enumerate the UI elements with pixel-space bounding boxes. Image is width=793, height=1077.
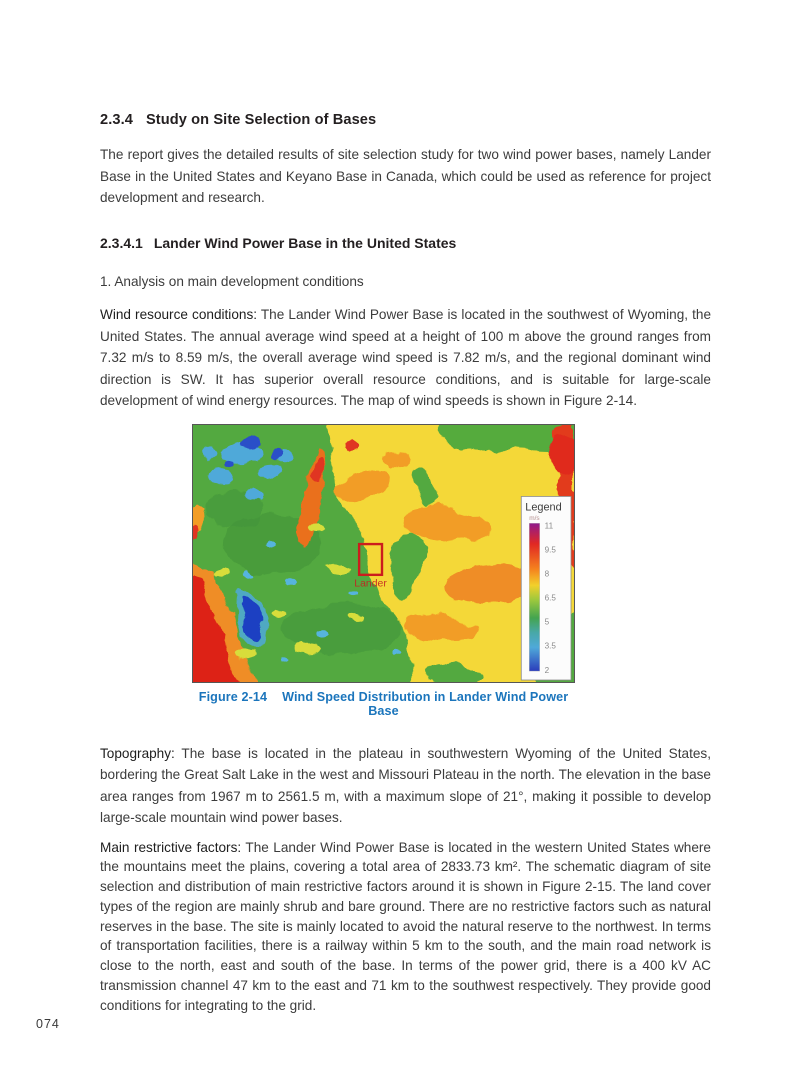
subsection-title: Lander Wind Power Base in the United States	[153, 234, 457, 251]
figure-caption-label: Figure 2-14	[198, 689, 268, 704]
legend-unit: m/s	[529, 514, 540, 522]
page-content	[100, 112, 711, 1016]
legend-colorbar	[529, 523, 539, 671]
legend-tick-9-5: 9.5	[544, 545, 556, 555]
topography-text: The base is located in the plateau in southwestern Wyoming of the United States, bordering the Great Salt Lake in the west and Missouri Plateau in the north. The elevation in the base area ranges from 1967 m to 2561.5 m, with a maximum slope of 21°, making it possible to develop large-scale mountain wind power bases.	[100, 745, 711, 825]
wind-speed-map-svg	[193, 425, 574, 682]
map-terrain-layer	[193, 425, 574, 682]
topography-paragraph	[100, 743, 711, 829]
page-number: 074	[36, 1017, 60, 1031]
legend-tick-11: 11	[544, 521, 554, 531]
figure-caption	[192, 690, 575, 718]
section-title: Study on Site Selection of Bases	[145, 112, 377, 128]
legend-tick-3-5: 3.5	[544, 641, 556, 651]
analysis-list-heading: 1. Analysis on main development conditions	[100, 273, 364, 289]
map-legend	[521, 496, 571, 680]
subsection-number: 2.3.4.1	[100, 234, 143, 251]
restrictive-factors-text: The Lander Wind Power Base is located in the western United States where the mountains meet the plains, covering a total area of 2833.73 km². The schematic diagram of site selection and distribution of main restrictive factors around it is shown in Figure 2-15. The land cover types of the region are mainly shrub and bare ground. There are no restrictive factors such as natural reserves in the base. The site is mainly located to avoid the natural reserve to the northwest. In terms of transportation facilities, there is a railway within 5 km to the south, and the main road network is close to the north, east and south of the base. In terms of the power grid, there is a 400 kV AC transmission channel 47 km to the east and 71 km to the southwest respectively. They provide good conditions for integrating to the grid.	[100, 839, 711, 1013]
topography-lead: Topography:	[100, 745, 175, 761]
legend-title: Legend	[525, 500, 562, 513]
legend-tick-5: 5	[544, 617, 550, 627]
section-heading	[100, 112, 711, 128]
restrictive-factors-paragraph	[100, 838, 711, 1016]
wind-resource-text: The Lander Wind Power Base is located in the southwest of Wyoming, the United States. The annual average wind speed at a height of 100 m above the ground ranges from 7.32 m/s to 8.59 m/s, the overall average wind speed is 7.82 m/s, and the regional dominant wind direction is SW. It has superior overall resource conditions, and is suitable for large-scale development of wind energy resources. The map of wind speeds is shown in Figure 2-14.	[100, 307, 712, 408]
figure-caption-title: Wind Speed Distribution in Lander Wind Power Base	[282, 689, 569, 718]
wind-resource-lead: Wind resource conditions:	[100, 307, 258, 322]
legend-tick-2: 2	[544, 665, 550, 675]
intro-paragraph: The report gives the detailed results of site selection study for two wind power bases, namely Lander Base in the United States and Keyano Base in Canada, which could be used as reference for project development and research.	[100, 147, 711, 205]
restrictive-factors-lead: Main restrictive factors:	[100, 839, 242, 855]
legend-tick-6-5: 6.5	[544, 593, 556, 603]
wind-resource-paragraph	[100, 304, 711, 412]
section-number: 2.3.4	[100, 112, 133, 128]
legend-tick-8: 8	[544, 569, 550, 579]
site-marker-label: Lander	[354, 578, 387, 590]
wind-speed-map-figure	[192, 424, 575, 718]
wind-speed-map	[192, 424, 575, 683]
subsection-heading	[100, 235, 711, 251]
